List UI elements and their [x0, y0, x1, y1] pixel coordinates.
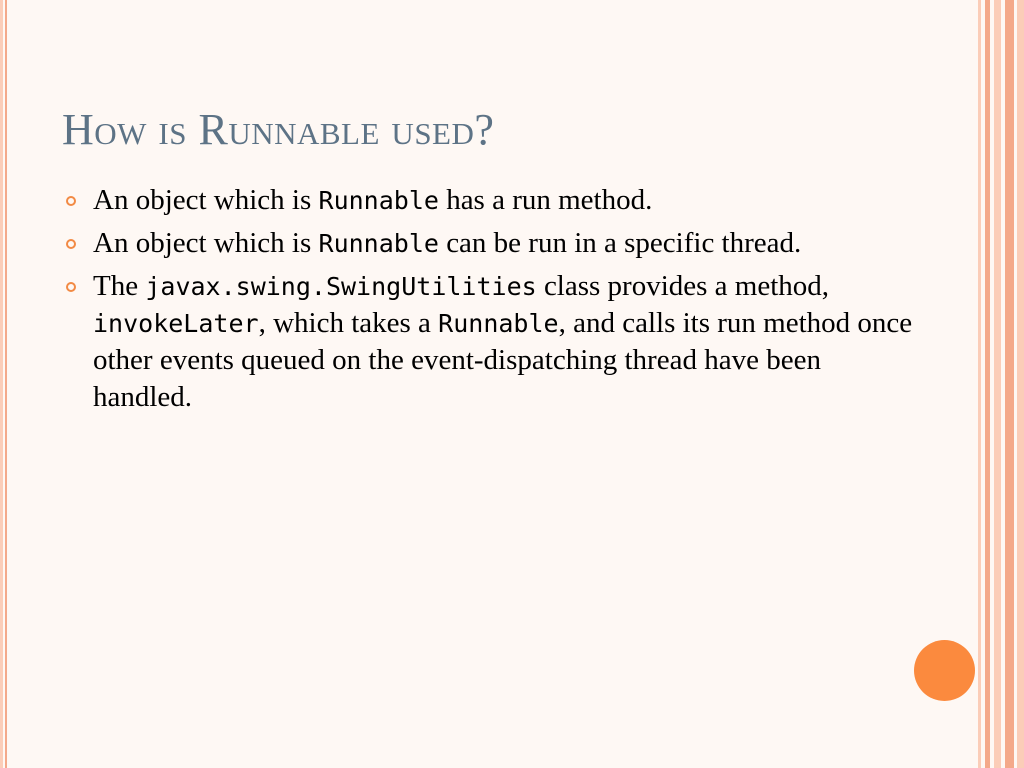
code-text: Runnable	[318, 186, 439, 215]
code-text: Runnable	[318, 229, 439, 258]
bullet-circle-icon	[66, 196, 76, 206]
bullet-text: , and calls its run method once other events queued on the event-dispatching thread have been handled.	[93, 307, 913, 413]
right-frame-stripe	[994, 0, 1001, 768]
right-frame-stripe	[1005, 0, 1014, 768]
code-text: invokeLater	[93, 309, 259, 338]
right-frame-stripe	[985, 0, 990, 768]
left-frame-border	[0, 0, 8, 768]
bullet-circle-icon	[66, 239, 76, 249]
decorative-circle	[914, 640, 975, 701]
bullet-item	[62, 225, 922, 262]
bullet-item	[62, 182, 922, 219]
bullet-text: , which takes a	[258, 307, 439, 339]
slide-title: How is Runnable used?	[62, 105, 495, 154]
bullet-list	[62, 182, 922, 422]
right-frame-stripe	[1017, 0, 1024, 768]
bullet-text: The	[93, 270, 146, 302]
bullet-text: has a run method.	[438, 184, 653, 216]
bullet-text: An object which is	[93, 227, 319, 259]
bullet-text: class provides a method,	[536, 270, 830, 302]
left-frame-stripe	[5, 0, 7, 768]
code-text: Runnable	[438, 309, 559, 338]
right-frame-stripe	[978, 0, 981, 768]
right-frame-border	[978, 0, 1024, 768]
bullet-text: An object which is	[93, 184, 319, 216]
bullet-circle-icon	[66, 282, 76, 292]
bullet-text: can be run in a specific thread.	[438, 227, 802, 259]
left-frame-stripe	[0, 0, 3, 768]
code-text: javax.swing.SwingUtilities	[145, 272, 537, 301]
bullet-item	[62, 268, 922, 416]
